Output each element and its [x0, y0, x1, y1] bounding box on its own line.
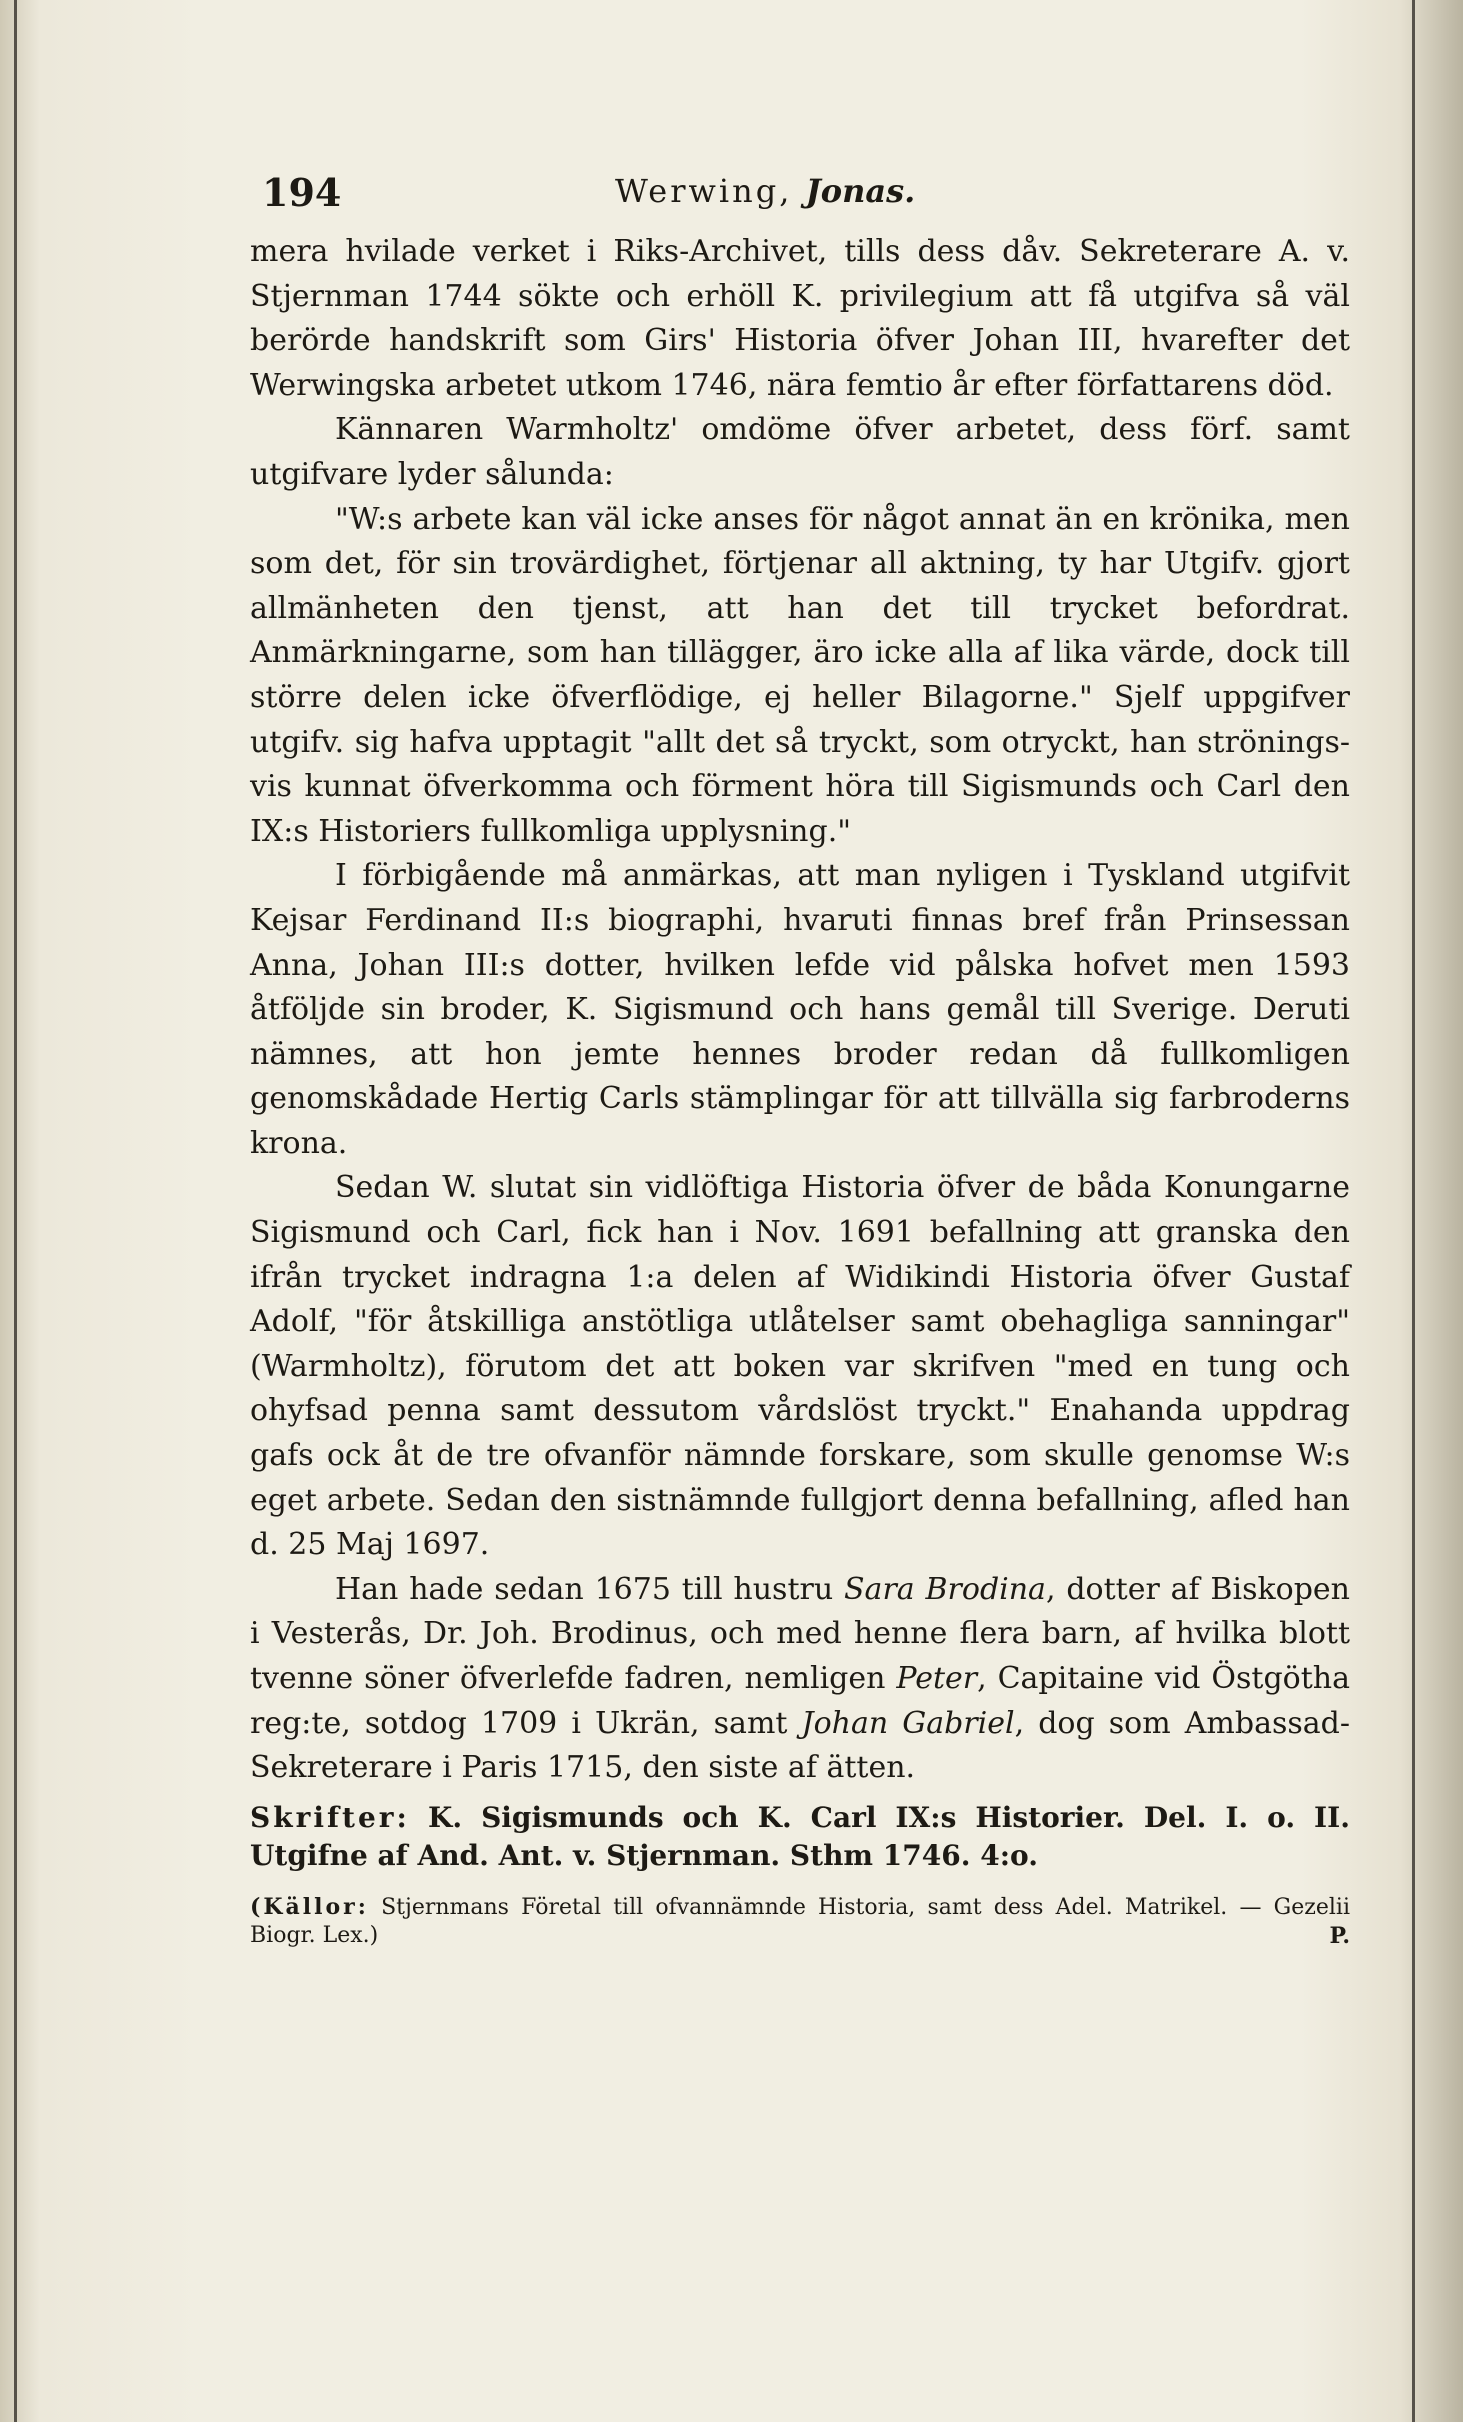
paragraph-6 [250, 1568, 1350, 1791]
body-text [250, 230, 1350, 1950]
paragraph-6-text-b: , dotter af Biskopen i Vesterås, Dr. Joh. Brodinus, och med henne flera barn, af hvilka blott tvenne söner öfverlefde fadren, nemligen [250, 1571, 1350, 1696]
paragraph-4: I förbigående må anmärkas, att man nyligen i Tyskland utgifvit Kejsar Ferdinand II:s biographi, hvaruti finnas bref från Prinsessan Anna, Johan III:s dotter, hvilken lefde vid pålska hofvet men 1593 åtföljde sin broder, K. Sigismund och hans gemål till Sverige. Deruti nämnes, att hon jemte hennes broder redan då fullkomligen genomskådade Hertig Carls stämplingar för att tillvälla sig farbroderns krona. [250, 858, 1350, 1161]
name-peter: Peter [896, 1661, 978, 1696]
skrifter-text: K. Sigismunds och K. Carl IX:s Historier. Del. I. o. II. Utgifne af And. Ant. v. Stjernman. Sthm 1746. 4:o. [250, 1800, 1350, 1872]
running-head [250, 170, 1350, 230]
name-sara-brodina: Sara Brodina [844, 1571, 1046, 1607]
header-title [615, 172, 915, 210]
skrifter-note [250, 1799, 1350, 1875]
author-signature: P. [1329, 1922, 1350, 1949]
paragraph-5: Sedan W. slutat sin vidlöftiga Historia öfver de båda Konungarne Sigismund och Carl, fick han i Nov. 1691 befallning att granska den ifrån trycket indragna 1:a delen af Widikindi Historia öfver Gustaf Adolf, "för åtskilliga anstötliga utlåtelser samt obehagliga sanningar" (Warmholtz), förutom det att boken var skrifven "med en tung och ohyfsad penna samt dessutom vårdslöst tryckt." Enahanda uppdrag gafs ock åt de tre ofvanför nämnde forskare, som skulle genomse W:s eget arbete. Sedan den sistnämnde fullgjort denna befallning, afled han d. 25 Maj 1697. [250, 1170, 1350, 1563]
paragraph-6-text-a: Han hade sedan 1675 till hustru [335, 1571, 844, 1607]
header-title-italic: Jonas. [805, 172, 916, 210]
page-right-edge [1412, 0, 1415, 2422]
skrifter-label: Skrifter: [250, 1800, 410, 1834]
paragraph-2: Kännaren Warmholtz' omdöme öfver arbetet, dess förf. samt utgifvare lyder sålunda: [250, 412, 1350, 492]
paragraph-6-text-c: , Capitaine vid Östgötha reg:te, sotdog 1709 i Ukrän, samt [250, 1661, 1351, 1741]
name-johan-gabriel: Johan Gabriel [801, 1705, 1015, 1741]
paragraph-6-text-d: , dog som Ambassad-Sekreterare i Paris 1715, den siste af ätten. [250, 1705, 1350, 1786]
header-title-caps: Werwing, [615, 172, 793, 210]
page-left-edge [14, 0, 17, 2422]
page-content [250, 170, 1350, 1950]
kallor-label: (Källor: [250, 1893, 369, 1920]
paragraph-1: mera hvilade verket i Riks-Archivet, tills dess dåv. Sekreterare A. v. Stjernman 1744 sökte och erhöll K. privilegium att få utgifva så väl berörde handskrift som Girs' Historia öfver Johan III, hvarefter det Werwingska arbetet utkom 1746, nära femtio år efter författarens död. [250, 234, 1350, 403]
kallor-note [250, 1893, 1350, 1950]
kallor-text: Stjernmans Företal till ofvannämnde Historia, samt dess Adel. Matrikel. — Gezelii Biogr. Lex.) [250, 1894, 1350, 1948]
paragraph-3: "W:s arbete kan väl icke anses för något annat än en krönika, men som det, för sin trovärdighet, förtjenar all aktning, ty har Utgifv. gjort allmänheten den tjenst, att han det till trycket befordrat. Anmärkningarne, som han tillägger, äro icke alla af lika värde, dock till större delen icke öfverflödige, ej heller Bilagorne." Sjelf uppgifver utgifv. sig hafva upptagit "allt det så tryckt, som otryckt, han strönings-vis kunnat öfverkomma och förment höra till Sigismunds och Carl den IX:s Historiers fullkomliga upplysning." [250, 501, 1350, 849]
page-number: 194 [262, 170, 342, 215]
